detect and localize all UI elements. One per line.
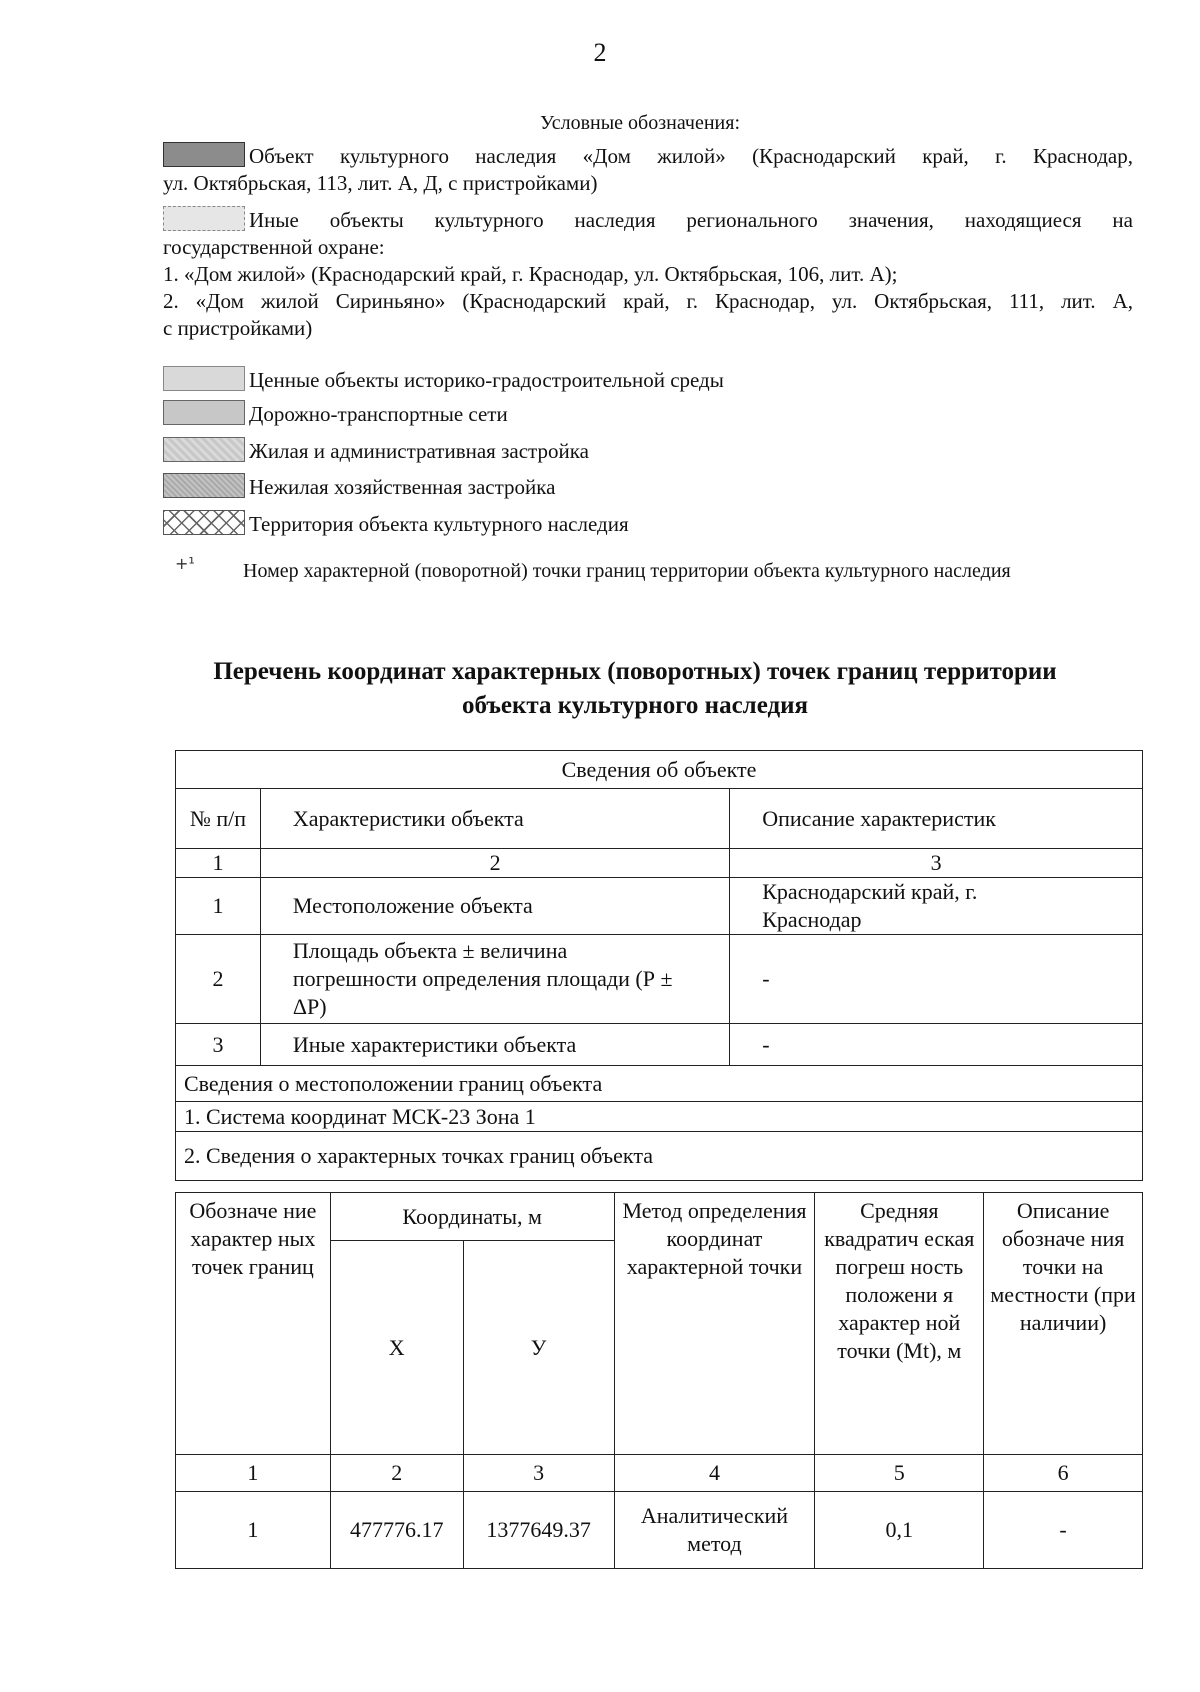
- column-number: 6: [984, 1455, 1143, 1492]
- object-table-title: Сведения об объекте: [176, 751, 1143, 789]
- legend-title: Условные обозначения:: [539, 112, 741, 134]
- header-error: Средняя квадратич еская погреш ность положени я характер ной точки (Mt), м: [815, 1193, 984, 1455]
- point-marker-label: Номер характерной (поворотной) точки границ территории объекта культурного наследия: [243, 560, 1011, 582]
- legend-other-objects: Иные объекты культурного наследия регионального значения, находящиеся на государственной охране: 1. «Дом жилой» (Краснодарский край, г. Краснодар, ул. Октябрьская, 106, лит. А); 2. «Дом жилой Сириньяно» (Краснодарский край, г. Краснодар, ул. Октябрьская, 111, лит. А, с пристройками): [163, 208, 1133, 340]
- header-coordinates: Координаты, м: [330, 1193, 614, 1241]
- page-number: 2: [593, 38, 607, 67]
- table-row: 1 477776.17 1377649.37 Аналитический метод 0,1 -: [176, 1492, 1143, 1569]
- table-row: 2 Площадь объекта ± величина погрешности определения площади (Р ± ΔР) -: [176, 935, 1143, 1024]
- legend-valuable: Ценные объекты историко-градостроительной среды: [163, 366, 1133, 394]
- column-number: 3: [463, 1455, 614, 1492]
- column-number: 2: [260, 849, 729, 878]
- coordinate-system: 1. Система координат МСК-23 Зона 1: [176, 1102, 1143, 1132]
- table-row: 3 Иные характеристики объекта -: [176, 1024, 1143, 1066]
- boundary-title: Сведения о местоположении границ объекта: [176, 1066, 1143, 1102]
- header-characteristics: Характеристики объекта: [260, 789, 729, 849]
- column-number: 4: [614, 1455, 815, 1492]
- legend-territory: Территория объекта культурного наследия: [163, 510, 1133, 538]
- header-y: У: [463, 1241, 614, 1455]
- non-residential-swatch: [163, 473, 245, 498]
- territory-swatch: [163, 510, 245, 535]
- header-x: X: [330, 1241, 463, 1455]
- header-description: Описание характеристик: [730, 789, 1143, 849]
- legend-residential: Жилая и административная застройка: [163, 437, 1133, 465]
- boundary-points-table: [175, 1192, 1143, 1569]
- points-title: 2. Сведения о характерных точках границ объекта: [176, 1132, 1143, 1181]
- object-info-table: [175, 750, 1143, 1181]
- header-method: Метод определения координат характерной точки: [614, 1193, 815, 1455]
- coordinates-heading: Перечень координат характерных (поворотных) точек границ территории объекта культурного наследия: [213, 658, 1057, 719]
- valuable-swatch: [163, 366, 245, 391]
- header-number: № п/п: [176, 789, 261, 849]
- residential-swatch: [163, 437, 245, 462]
- header-point-description: Описание обозначе ния точки на местности (при наличии): [984, 1193, 1143, 1455]
- legend-roads: Дорожно-транспортные сети: [163, 400, 1133, 428]
- header-designation: Обозначе ние характер ных точек границ: [176, 1193, 331, 1455]
- column-number: 1: [176, 1455, 331, 1492]
- point-marker-icon: +¹: [175, 554, 195, 573]
- column-number: 2: [330, 1455, 463, 1492]
- roads-swatch: [163, 400, 245, 425]
- legend-main-object: Объект культурного наследия «Дом жилой» (Краснодарский край, г. Краснодар, ул. Октябрьская, 113, лит. А, Д, с пристройками): [163, 144, 1133, 195]
- main-object-swatch: [163, 142, 245, 167]
- column-number: 3: [730, 849, 1143, 878]
- other-objects-swatch: [163, 206, 245, 231]
- legend-non-residential: Нежилая хозяйственная застройка: [163, 473, 1133, 501]
- table-row: 1 Местоположение объекта Краснодарский край, г. Краснодар: [176, 878, 1143, 935]
- column-number: 1: [176, 849, 261, 878]
- column-number: 5: [815, 1455, 984, 1492]
